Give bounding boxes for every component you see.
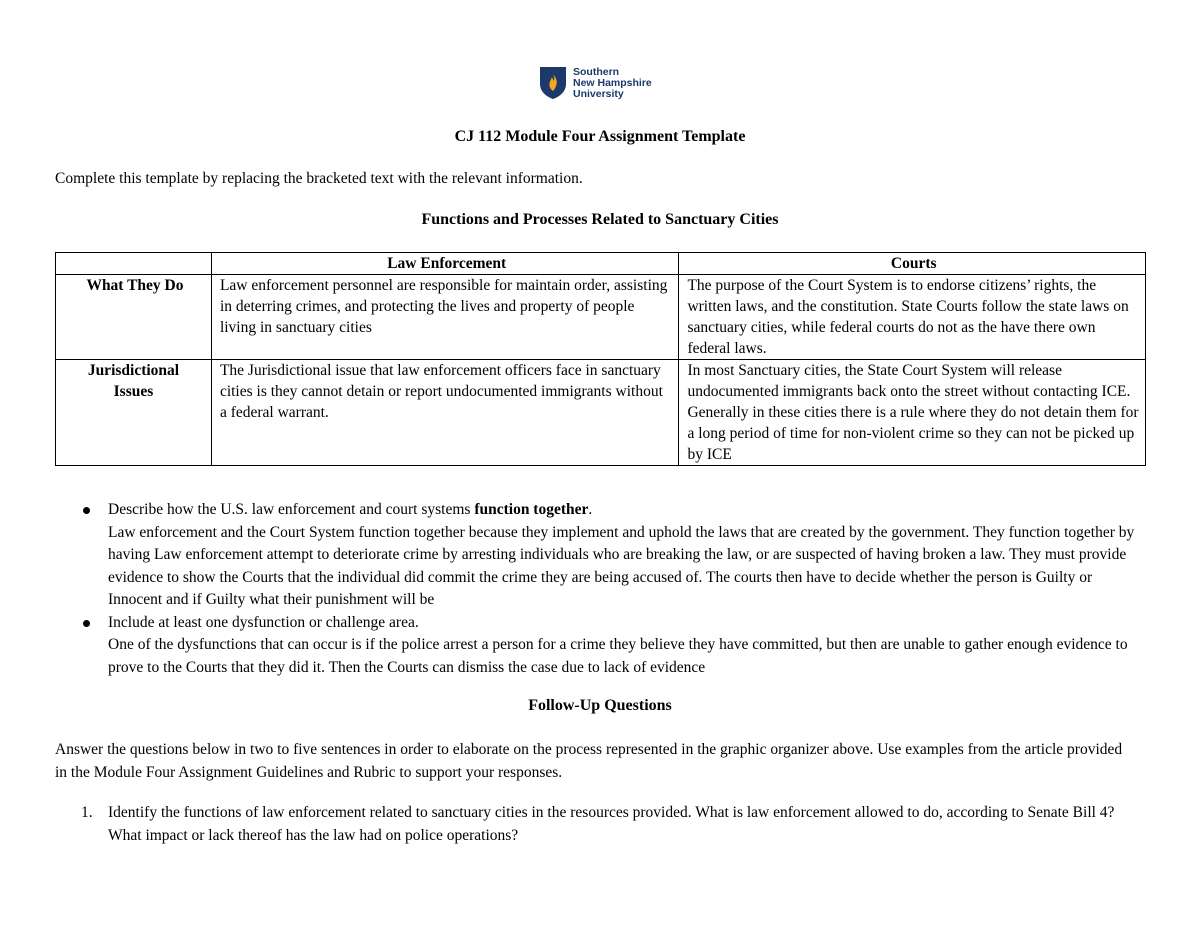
page-title: CJ 112 Module Four Assignment Template bbox=[454, 128, 746, 145]
prompt-text: Describe how the U.S. law enforcement and court systems bbox=[108, 501, 475, 518]
logo-wordmark bbox=[573, 67, 652, 100]
header-cell-courts: Courts bbox=[679, 253, 1146, 275]
cell-law-what-they-do: Law enforcement personnel are responsible for maintain order, assisting in deterring crimes, and protecting the lives and property of people living in sanctuary cities bbox=[211, 275, 679, 360]
organizer-table bbox=[55, 252, 1146, 466]
logo-line-2: New Hampshire bbox=[573, 76, 652, 89]
cell-law-jurisdictional: The Jurisdictional issue that law enforcement officers face in sanctuary cities is they cannot detain or report undocumented immigrants without a federal warrant. bbox=[211, 360, 679, 466]
table-row bbox=[56, 360, 1146, 466]
followup-intro: Answer the questions below in two to five sentences in order to elaborate on the process represented in the graphic organizer above. Use examples from the article provided in the Module Four Assignment Guidelines and Rubric to support your responses. bbox=[55, 741, 1123, 781]
bullet-content bbox=[108, 612, 1145, 680]
list-item bbox=[55, 612, 1145, 680]
logo-line-1: Southern bbox=[573, 65, 620, 78]
cell-courts-jurisdictional: In most Sanctuary cities, the State Court System will release undocumented immigrants back onto the street without contacting ICE. Generally in these cities there is a rule where they do not detain them for a long period of time for non-violent crime so they can not be picked up by ICE bbox=[679, 360, 1146, 466]
question-text: Identify the functions of law enforcement related to sanctuary cities in the resources provided. What is law enforcement allowed to do, according to Senate Bill 4? What impact or lack thereof has the law had on police operations? bbox=[108, 804, 1115, 844]
bullet-answer: Law enforcement and the Court System function together because they implement and uphold the laws that are created by the government. They function together by having Law enforcement attempt to deteriorate crime by arresting individuals who are breaking the law, or are suspected of having broken a law. They must provide evidence to show the Courts that the individual did commit the crime they are being accused of. The courts then have to decide whether the person is Guilty or Innocent and if Guilty what their punishment will be bbox=[108, 523, 1135, 608]
header-cell-law-enforcement: Law Enforcement bbox=[211, 253, 679, 275]
header-cell-blank bbox=[56, 253, 212, 275]
table-header-row bbox=[56, 253, 1146, 275]
list-item bbox=[55, 499, 1145, 612]
question-item bbox=[55, 802, 1145, 847]
followup-title: Follow-Up Questions bbox=[528, 697, 672, 714]
table-row bbox=[56, 275, 1146, 360]
bullet-content bbox=[108, 499, 1145, 612]
snhu-logo bbox=[539, 66, 652, 100]
bullet-list bbox=[55, 499, 1145, 679]
bullet-prompt bbox=[108, 612, 1145, 635]
logo-line-3: University bbox=[573, 87, 624, 100]
prompt-text-end: . bbox=[588, 501, 593, 518]
bullet-answer: One of the dysfunctions that can occur is if the police arrest a person for a crime they believe they have committed, but then are unable to gather enough evidence to prove to the Courts that they did it. Then the Courts can dismiss the case due to lack of evidence bbox=[108, 636, 1128, 676]
bullet-dot-icon bbox=[55, 612, 108, 680]
question-number: 1. bbox=[81, 804, 93, 821]
bullet-prompt bbox=[108, 499, 1145, 522]
prompt-bold-text: function together bbox=[474, 501, 589, 518]
bullet-dot-icon bbox=[55, 499, 108, 612]
prompt-text: Include at least one dysfunction or challenge area. bbox=[108, 613, 419, 631]
cell-courts-what-they-do: The purpose of the Court System is to endorse citizens’ rights, the written laws, and the constitution. State Courts follow the state laws on sanctuary cities, while federal courts do not as the have there own federal laws. bbox=[679, 275, 1146, 360]
table-title: Functions and Processes Related to Sanctuary Cities bbox=[421, 211, 779, 228]
snhu-shield-icon bbox=[539, 66, 567, 100]
row-label-what-they-do: What They Do bbox=[56, 275, 212, 360]
intro-text: Complete this template by replacing the bracketed text with the relevant information. bbox=[55, 170, 583, 187]
row-label-jurisdictional-issues: Jurisdictional Issues bbox=[56, 360, 212, 466]
